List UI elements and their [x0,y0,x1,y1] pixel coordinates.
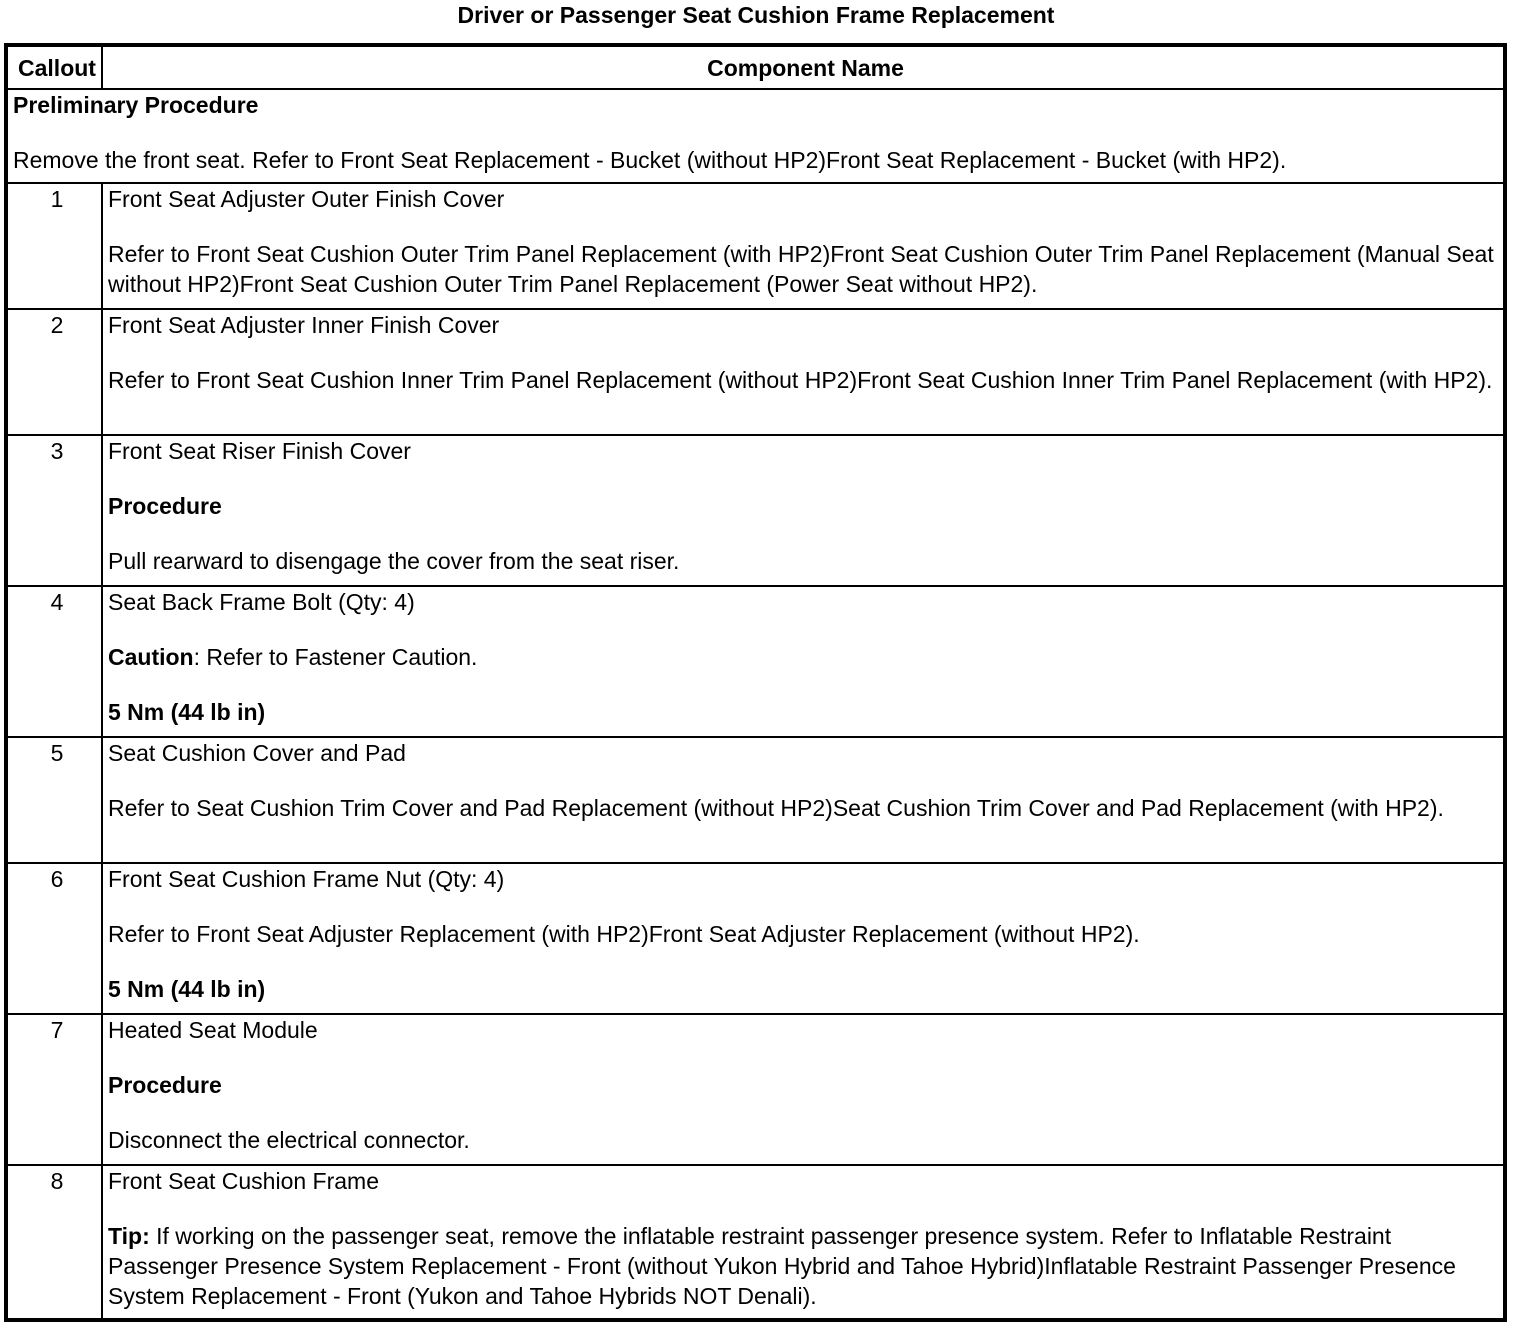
tip-text: If working on the passenger seat, remove the inflatable restraint passenger presence system. Refer to Inflatable Restraint Passenger Presence System Replacement - Front (without Yukon Hybrid and Tahoe Hybrid)Inflatable Restraint Passenger Presence System Replacement - Front (Yukon and Tahoe Hybrids NOT Denali). [108,1223,1456,1309]
callout-number: 1 [6,183,102,309]
component-name: Seat Cushion Cover and Pad [108,740,406,766]
component-cell [102,586,1505,737]
callout-number: 5 [6,737,102,863]
callout-number: 7 [6,1014,102,1165]
callout-number: 2 [6,309,102,435]
procedure-table [4,43,1507,1322]
table-row [6,309,1505,435]
callout-number: 3 [6,435,102,586]
component-name: Front Seat Cushion Frame Nut (Qty: 4) [108,866,505,892]
page-title: Driver or Passenger Seat Cushion Frame Replacement [457,2,1055,28]
procedure-text: Disconnect the electrical connector. [108,1127,470,1153]
table-row [6,1165,1505,1320]
preliminary-heading: Preliminary Procedure [13,92,259,118]
component-cell [102,1014,1505,1165]
component-name: Front Seat Adjuster Inner Finish Cover [108,312,500,338]
component-name: Front Seat Riser Finish Cover [108,438,411,464]
component-cell [102,183,1505,309]
table-row [6,863,1505,1014]
procedure-label: Procedure [108,493,222,519]
component-name: Front Seat Adjuster Outer Finish Cover [108,186,505,212]
table-row [6,586,1505,737]
component-name: Heated Seat Module [108,1017,318,1043]
component-name: Front Seat Cushion Frame [108,1168,380,1194]
procedure-text: Pull rearward to disengage the cover from the seat riser. [108,548,680,574]
callout-number: 6 [6,863,102,1014]
header-callout: Callout [6,45,102,89]
caution-label: Caution [108,644,194,670]
component-reference: Refer to Front Seat Adjuster Replacement (with HP2)Front Seat Adjuster Replacement (without HP2). [108,921,1140,947]
tip-line [108,1221,1503,1311]
procedure-label: Procedure [108,1072,222,1098]
table-row [6,1014,1505,1165]
component-cell [102,435,1505,586]
header-row [6,45,1505,89]
caution-line [108,642,1503,672]
component-cell [102,1165,1505,1320]
header-component-name: Component Name [102,45,1505,89]
table-row [6,737,1505,863]
component-reference: Refer to Front Seat Cushion Outer Trim Panel Replacement (with HP2)Front Seat Cushion Outer Trim Panel Replacement (Manual Seat without HP2)Front Seat Cushion Outer Trim Panel Replacement (Power Seat without HP2). [108,241,1494,297]
component-cell [102,863,1505,1014]
table-row [6,183,1505,309]
callout-number: 8 [6,1165,102,1320]
table-row [6,435,1505,586]
preliminary-text: Remove the front seat. Refer to Front Seat Replacement - Bucket (without HP2)Front Seat Replacement - Bucket (with HP2). [13,147,1287,173]
caution-text: : Refer to Fastener Caution. [193,644,478,670]
torque-spec: 5 Nm (44 lb in) [108,976,266,1002]
callout-number: 4 [6,586,102,737]
component-reference: Refer to Front Seat Cushion Inner Trim Panel Replacement (without HP2)Front Seat Cushion Inner Trim Panel Replacement (with HP2). [108,367,1493,393]
component-cell [102,309,1505,435]
component-name: Seat Back Frame Bolt (Qty: 4) [108,589,415,615]
tip-label: Tip: [108,1223,150,1249]
component-reference: Refer to Seat Cushion Trim Cover and Pad Replacement (without HP2)Seat Cushion Trim Cover and Pad Replacement (with HP2). [108,795,1444,821]
preliminary-cell [6,89,1505,183]
torque-spec: 5 Nm (44 lb in) [108,699,266,725]
preliminary-row [6,89,1505,183]
component-cell [102,737,1505,863]
